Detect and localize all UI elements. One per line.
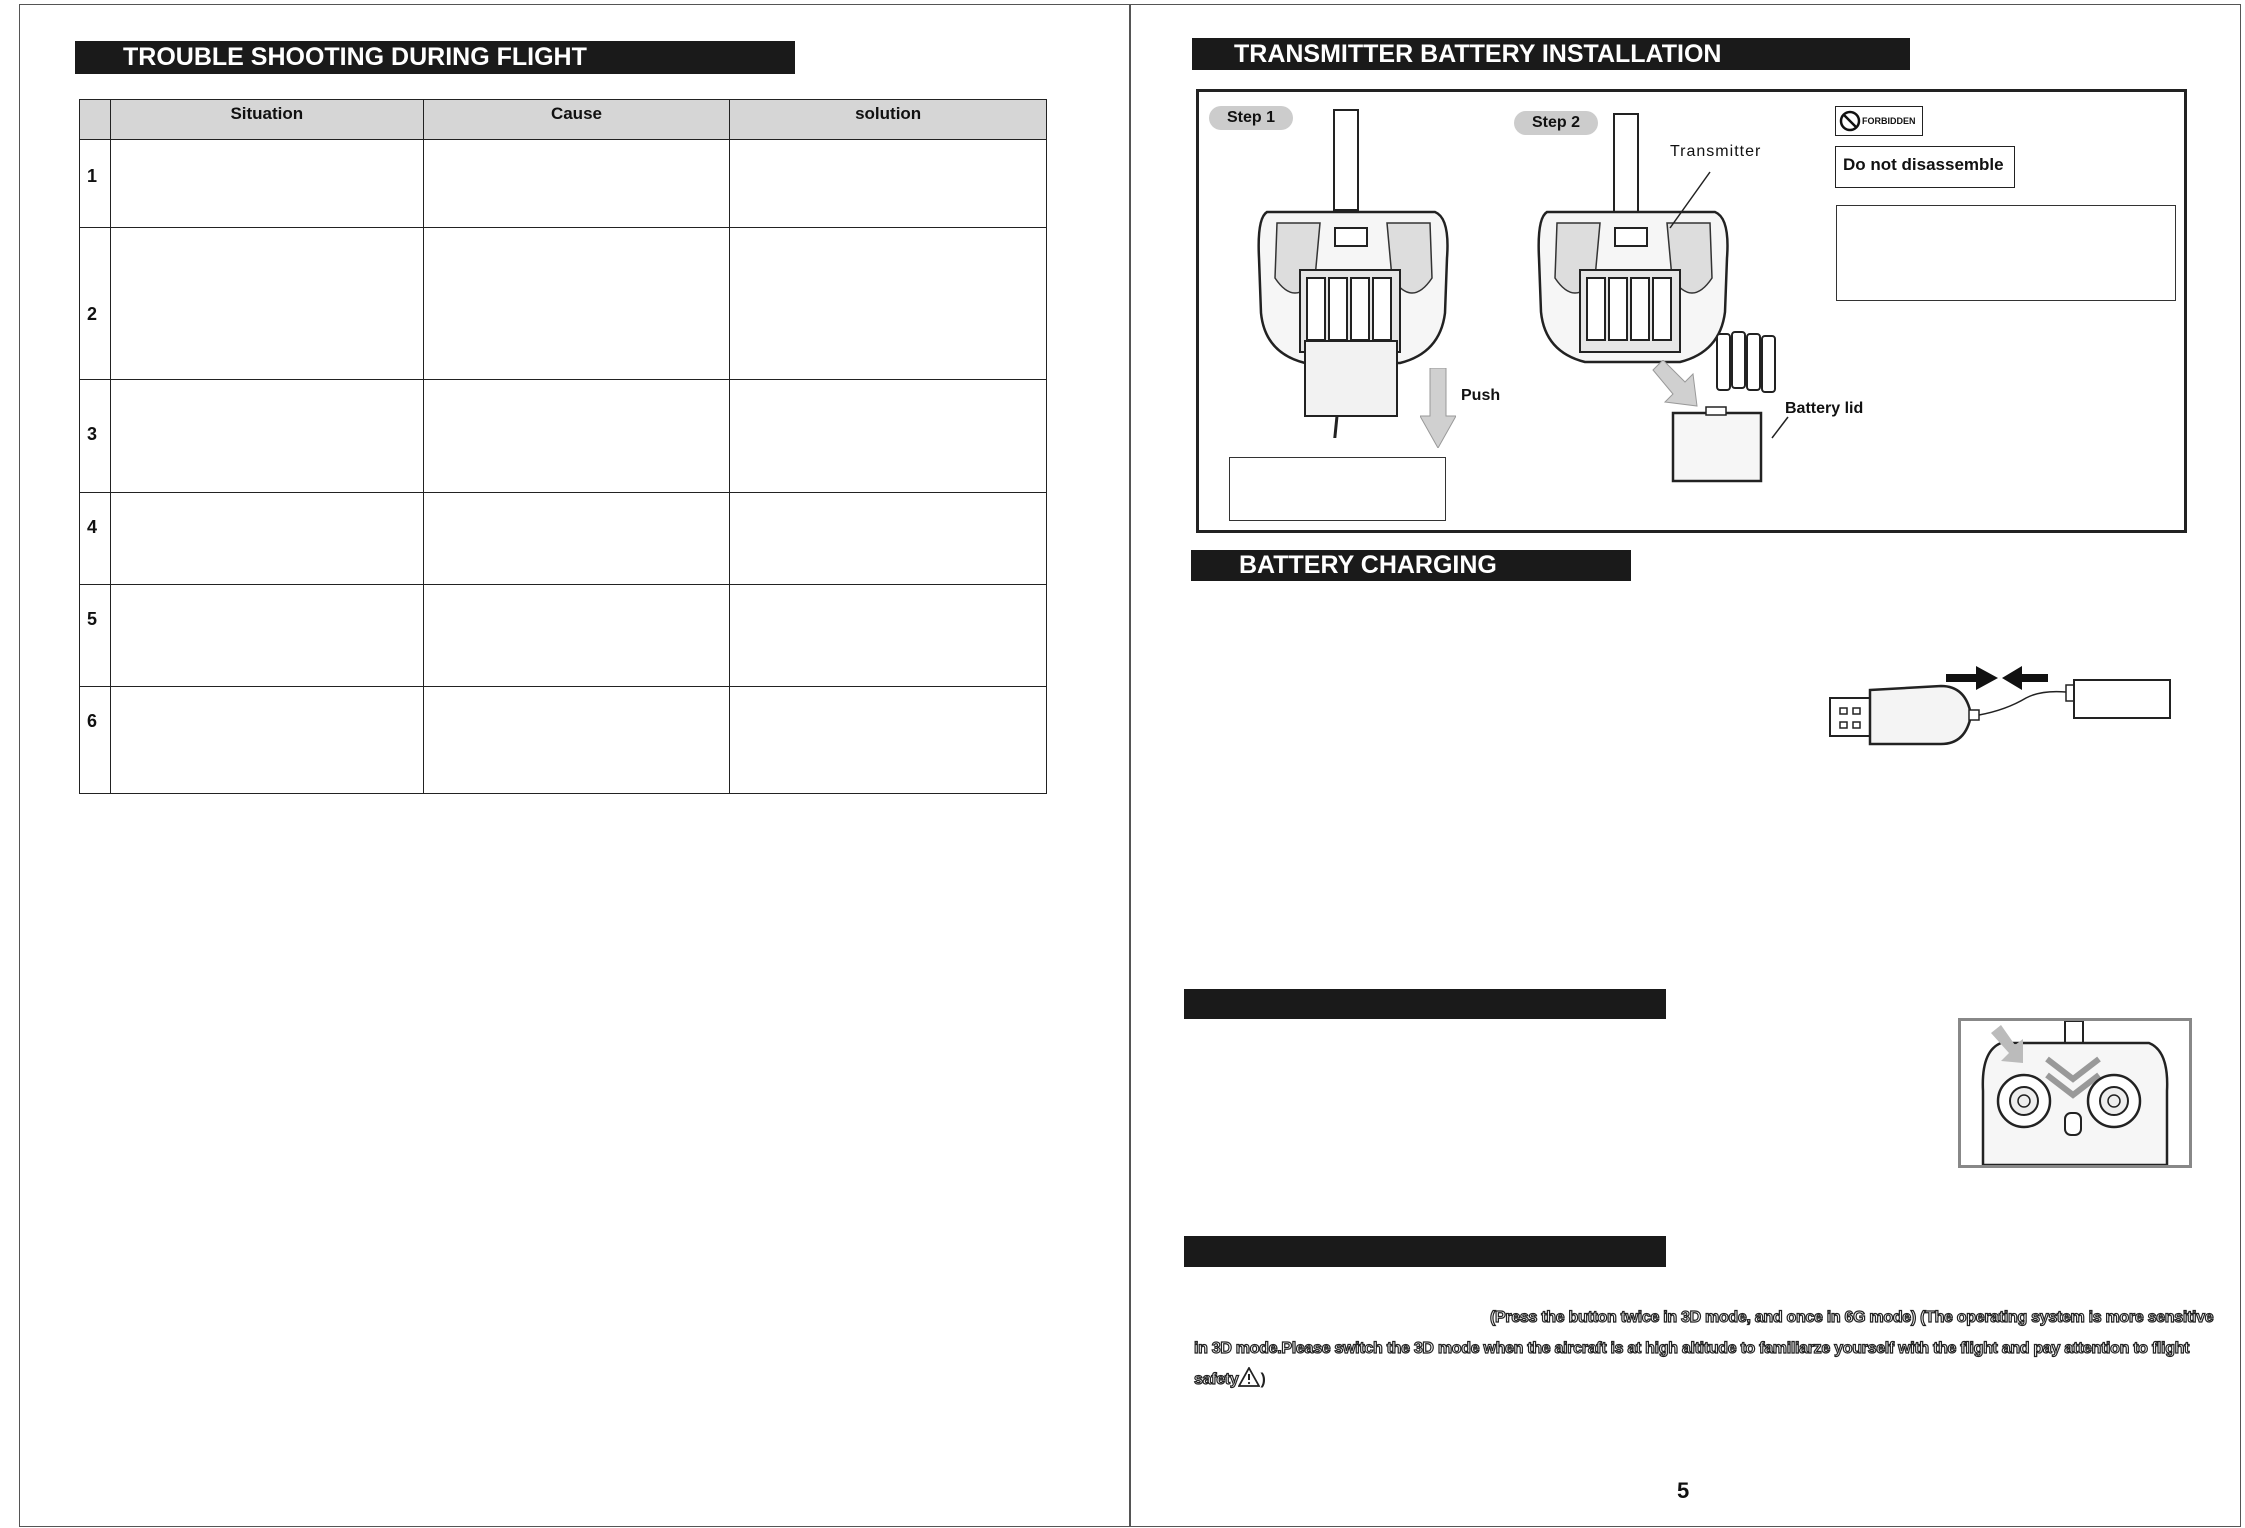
push-arrow-icon — [1420, 368, 1456, 448]
table-row — [80, 140, 1047, 228]
transmitter-mode-button-illustration — [1961, 1021, 2189, 1165]
forbidden-label: FORBIDDEN — [1862, 116, 1916, 126]
mode-switch-section-bar — [1184, 1236, 1666, 1267]
usb-charger-illustration — [1826, 660, 2176, 755]
troubleshooting-title: TROUBLE SHOOTING DURING FLIGHT — [75, 41, 795, 74]
row-number: 3 — [80, 380, 111, 493]
row-number: 4 — [80, 493, 111, 585]
warning-note-box — [1836, 205, 2176, 301]
table-header-solution: solution — [730, 100, 1047, 140]
row-number: 6 — [80, 687, 111, 794]
troubleshooting-table — [79, 99, 1047, 794]
warning-triangle-icon — [1238, 1367, 1260, 1387]
do-not-disassemble-box: Do not disassemble — [1835, 146, 2015, 188]
battery-lid-leader-line — [1770, 415, 1790, 440]
battery-lid-label: Battery lid — [1785, 400, 1864, 417]
step2-badge: Step 2 — [1514, 111, 1598, 135]
table-row — [80, 687, 1047, 794]
row-number: 5 — [80, 585, 111, 687]
aa-batteries-illustration — [1715, 328, 1780, 394]
mode-section-bar — [1184, 989, 1666, 1019]
table-header-row — [80, 100, 1047, 140]
row-number: 2 — [80, 228, 111, 380]
transmitter-battery-title: TRANSMITTER BATTERY INSTALLATION — [1192, 38, 1910, 70]
step1-badge: Step 1 — [1209, 106, 1293, 130]
row-number: 1 — [80, 140, 111, 228]
table-row — [80, 228, 1047, 380]
table-header-cause: Cause — [423, 100, 730, 140]
mode-instructions-body: (Press the button twice in 3D mode, and once in 6G mode) (The operating system is more sensitive in 3D mode.Please switch the 3D mode when the aircraft is at high altitude to familiarze yourself with the flight and pay attention to flight safety — [1194, 1309, 2214, 1388]
push-label: Push — [1461, 387, 1501, 404]
table-header-situation: Situation — [110, 100, 423, 140]
page-number: 5 — [1677, 1478, 1690, 1503]
table-row — [80, 380, 1047, 493]
prohibition-icon — [1839, 110, 1861, 132]
transmitter-leader-line — [1665, 170, 1715, 230]
battery-lid-illustration — [1668, 405, 1768, 485]
table-header-num — [80, 100, 111, 140]
table-row — [80, 493, 1047, 585]
forbidden-badge — [1835, 106, 1923, 136]
mode-instructions-text: (Press the button twice in 3D mode, and once in 6G mode) (The operating system is more sensitive in 3D mode.Please switch the 3D mode when the aircraft is at high altitude to familiarze yourself with the flight and pay attention to flight safety ) — [1194, 1309, 2214, 1388]
battery-charging-title: BATTERY CHARGING — [1191, 550, 1631, 581]
lid-arrow-icon — [1651, 360, 1701, 410]
step1-note-box — [1229, 457, 1446, 521]
table-row — [80, 585, 1047, 687]
transmitter-label: Transmitter — [1670, 143, 1762, 160]
